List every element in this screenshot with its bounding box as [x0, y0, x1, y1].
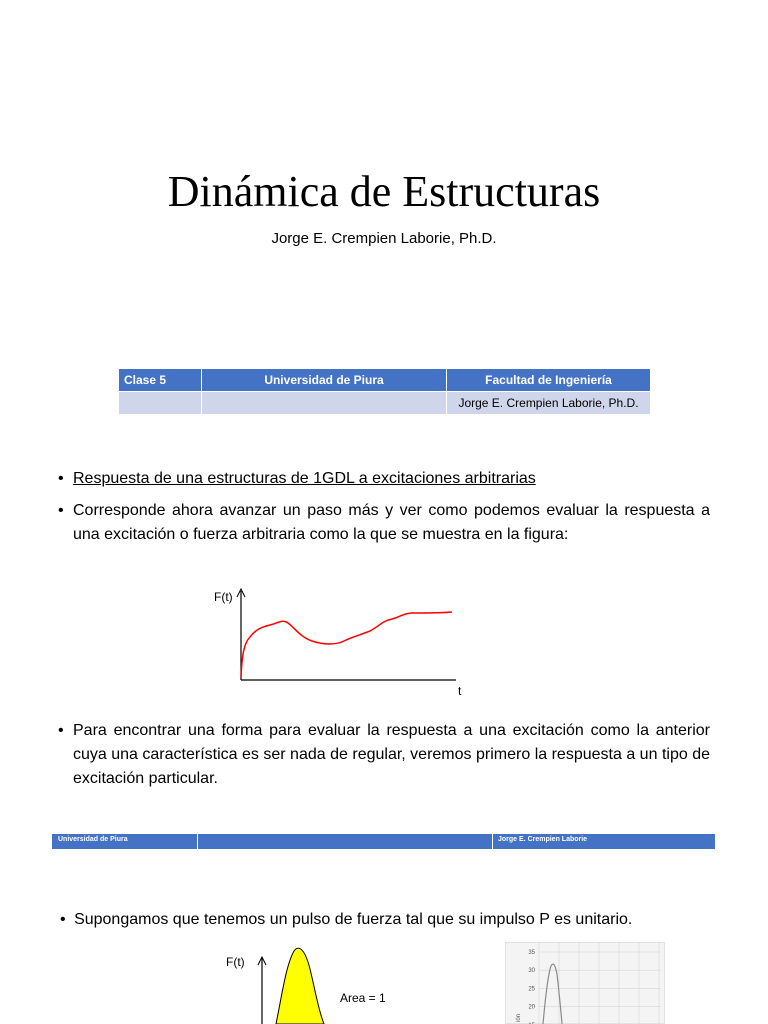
chart-y-label: ión	[516, 1013, 522, 1022]
header-table	[118, 368, 651, 415]
slide-title: Dinámica de Estructuras	[167, 167, 601, 216]
bullet-4-text: Supongamos que tenemos un pulso de fuerza tal que su impulso P es unitario.	[74, 911, 633, 928]
bullet-symbol: •	[58, 502, 64, 519]
figure2-y-label: F(t)	[226, 955, 245, 969]
figure2-area-label: Area = 1	[340, 991, 386, 1005]
slide-subtitle: Jorge E. Crempien Laborie, Ph.D.	[271, 230, 497, 247]
footer-separator	[197, 834, 198, 849]
bullet-4	[60, 911, 720, 929]
footer-right-text: Jorge E. Crempien Laborie	[498, 836, 588, 843]
header-cell-class: Clase 5	[119, 369, 202, 392]
figure1-y-label: F(t)	[214, 590, 233, 604]
chart-y-tick-label: 30	[528, 968, 535, 975]
chart-y-tick-label: 20	[528, 1004, 535, 1011]
footer-bar	[52, 834, 715, 849]
bullet-3-text: Para encontrar una forma para evaluar la respuesta a una excitación como la anterior cuya una característica es ser nada de regular, veremos primero la respuesta a un tipo de excitación particular.	[73, 722, 710, 787]
body-cell-empty-1	[119, 392, 202, 415]
bullet-1	[58, 467, 710, 491]
figure1-force-curve	[241, 612, 452, 677]
figure1-x-label: t	[458, 684, 462, 698]
header-cell-faculty: Facultad de Ingeniería	[447, 369, 651, 392]
footer-left-text: Universidad de Piura	[58, 836, 128, 843]
pulse-response-chart	[505, 942, 665, 1024]
bullet-1-text: Respuesta de una estructuras de 1GDL a excitaciones arbitrarias	[73, 470, 536, 487]
header-cell-university: Universidad de Piura	[202, 369, 447, 392]
bullet-3	[58, 719, 710, 791]
bullet-symbol: •	[58, 470, 64, 487]
bullet-2-text: Corresponde ahora avanzar un paso más y ver como podemos evaluar la respuesta a una excitación o fuerza arbitraria como la que se muestra en la figura:	[73, 502, 710, 543]
body-cell-author: Jorge E. Crempien Laborie, Ph.D.	[447, 392, 651, 415]
bullet-symbol: •	[58, 722, 64, 739]
body-row	[119, 392, 651, 415]
unit-pulse-figure	[220, 945, 400, 1024]
header-row	[119, 369, 651, 392]
body-cell-empty-2	[202, 392, 447, 415]
chart-y-tick-label: 35	[528, 950, 535, 956]
chart-y-tick-label: 25	[528, 986, 535, 993]
bullet-2	[58, 499, 710, 547]
arbitrary-force-figure	[200, 585, 470, 700]
unit-pulse-shape	[276, 948, 324, 1024]
bullet-symbol: •	[60, 911, 66, 928]
footer-separator	[492, 834, 493, 849]
